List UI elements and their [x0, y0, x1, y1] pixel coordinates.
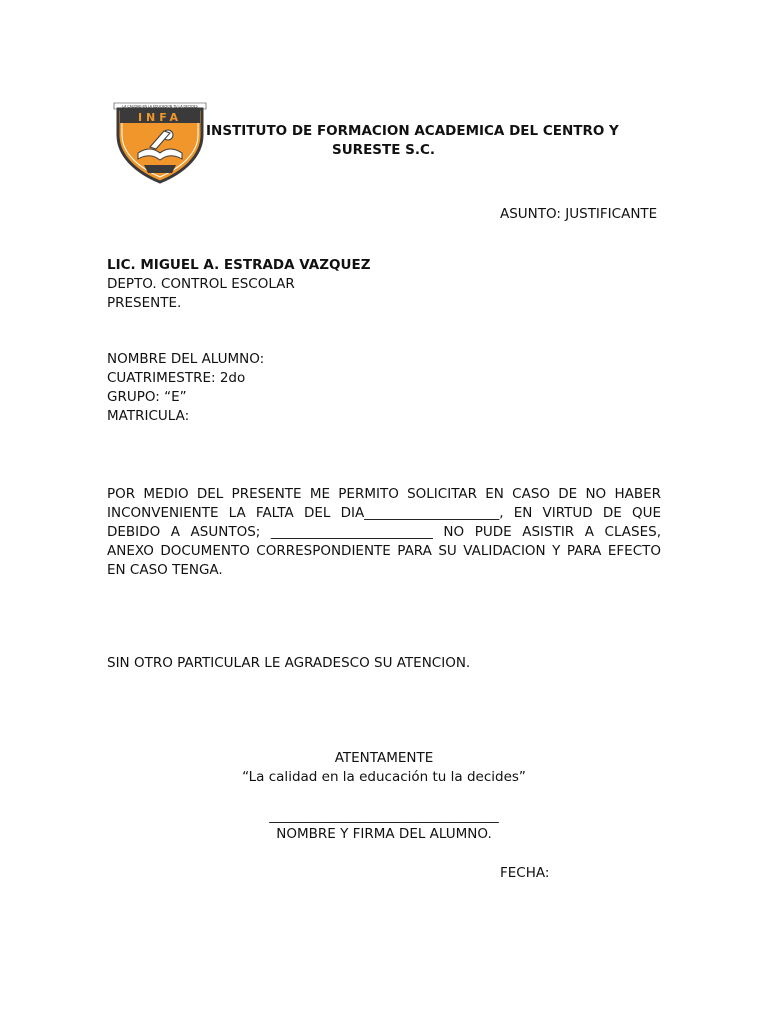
- recipient-department: DEPTO. CONTROL ESCOLAR: [107, 276, 295, 292]
- logo-arc-text: LA CALIDAD EN LA EDUCACION TU LA DECIDES: [122, 104, 198, 109]
- institution-name-line2: SURESTE S.C.: [332, 142, 436, 158]
- field-cuatrimestre: CUATRIMESTRE: 2do: [107, 370, 246, 386]
- institution-logo: [110, 95, 210, 185]
- field-student-name: NOMBRE DEL ALUMNO:: [107, 351, 265, 367]
- closing-line: SIN OTRO PARTICULAR LE AGRADESCO SU ATENCION.: [107, 655, 471, 671]
- signature-line: __________________________________: [269, 808, 499, 824]
- institution-name-line1: INSTITUTO DE FORMACION ACADEMICA DEL CENTRO Y: [206, 123, 619, 139]
- paragraph-line: ANEXO DOCUMENTO CORRESPONDIENTE PARA SU VALIDACION Y PARA EFECTO: [107, 543, 661, 559]
- field-matricula: MATRICULA:: [107, 408, 190, 424]
- paragraph-line: DEBIDO A ASUNTOS; ________________________ NO PUDE ASISTIR A CLASES,: [107, 524, 661, 540]
- subject-line: ASUNTO: JUSTIFICANTE: [500, 206, 658, 222]
- motto: “La calidad en la educación tu la decides”: [242, 769, 526, 785]
- paragraph-line: EN CASO TENGA.: [107, 562, 223, 578]
- request-paragraph: [107, 485, 661, 580]
- paragraph-line: POR MEDIO DEL PRESENTE ME PERMITO SOLICITAR EN CASO DE NO HABER: [107, 486, 661, 502]
- date-field: FECHA:: [500, 865, 550, 881]
- logo-text: INFA: [137, 111, 183, 124]
- recipient-presente: PRESENTE.: [107, 295, 182, 311]
- signature-label: NOMBRE Y FIRMA DEL ALUMNO.: [276, 826, 492, 842]
- atentamente-label: ATENTAMENTE: [334, 750, 434, 766]
- field-grupo: GRUPO: “E”: [107, 389, 187, 405]
- recipient-name: LIC. MIGUEL A. ESTRADA VAZQUEZ: [107, 257, 371, 273]
- paragraph-line: INCONVENIENTE LA FALTA DEL DIA____________________, EN VIRTUD DE QUE: [107, 505, 661, 521]
